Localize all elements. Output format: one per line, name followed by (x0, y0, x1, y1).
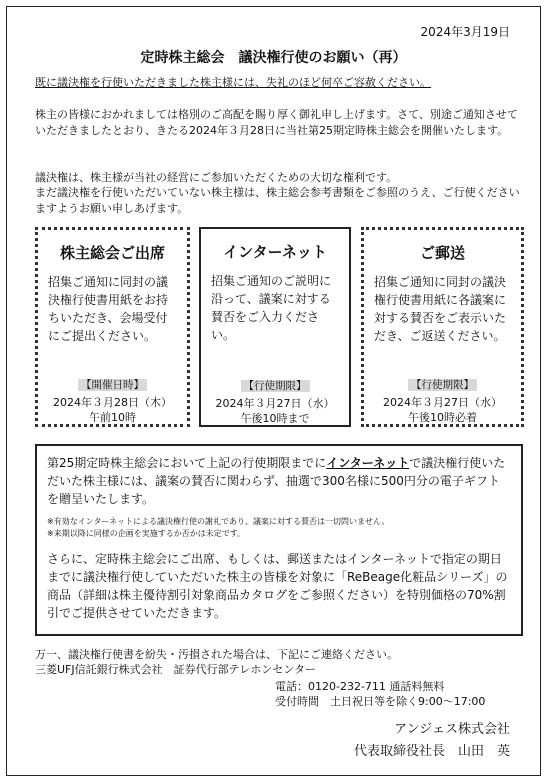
page-title: 定時株主総会 議決権行使のお願い（再） (140, 50, 407, 66)
apology-text: 既に議決権を行使いただきました株主様には、失礼のほど何卒ご容赦ください。 (35, 76, 431, 89)
issue-date: 2024年3月19日 (420, 25, 510, 39)
discount-text: さらに、定時株主総会にご出席、もしくは、郵送またはインターネットで指定の期日までに議決権行使していただいた株主の皆様を対象に「ReBeage化粧品シリーズ」の商品（詳細は株主優待割引対象商品カタログをご参照ください）を特別価格の70%割引でご提供させていただきます。 (47, 552, 508, 620)
gift-text: 第25期定時株主総会において上記の行使期限までにインターネットで議決権行使いただいた株主様には、議案の賛否に関わらず、抽選で300名様に500円分の電子ギフトを贈呈いたします。 (47, 456, 506, 506)
mail-box (361, 227, 524, 427)
mail-title: ご郵送 (419, 244, 465, 262)
phone-number: 電話：0120-232-711 通話料無料 (275, 680, 445, 693)
reception-hours: 受付時間 土日祝日等を除く9:00～17:00 (275, 695, 486, 708)
representative-name: 代表取締役社長 山田 英 (353, 744, 510, 759)
gift-note-2: ※来期以降に同様の企画を実施するか否かは未定です。 (47, 529, 246, 538)
mail-label: 【行使期限】 (364, 377, 521, 392)
footer-contact-intro (35, 647, 525, 677)
internet-emphasis: インターネット (326, 456, 410, 470)
internet-time: 午後10時まで (240, 412, 310, 425)
internet-title: インターネット (223, 243, 327, 261)
greeting-paragraph: 株主の皆様におかれましては格別のご高配を賜り厚く御礼申し上げます。さて、別途ご通知させていただきましたとおり、きたる2024年３月28日に当社第25期定時株主総会を開催いたします。 (35, 108, 518, 137)
attend-meeting-label: 【開催日時】 (38, 377, 187, 392)
attend-meeting-desc: 招集ご通知に同封の議決権行使書用紙をお持ちいただき、会場受付にご提出ください。 (48, 275, 169, 343)
mail-desc: 招集ご通知に同封の議決権行使書用紙に各議案に対する賛否をご表示いただき、ご返送ください。 (374, 275, 507, 343)
importance-text: 議決権は、株主様が当社の経営にご参加いただくための大切な権利です。 (35, 171, 398, 184)
attend-meeting-title: 株主総会ご出席 (59, 244, 165, 262)
gift-campaign-box (35, 444, 523, 636)
mail-time: 午後10時必着 (408, 411, 477, 424)
mail-date: 2024年３月27日（水） (383, 396, 502, 409)
lost-form-text: 万一、議決権行使書を紛失・汚損された場合は、下記にご連絡ください。 (35, 648, 398, 661)
attend-meeting-time: 午前10時 (89, 411, 136, 424)
attend-meeting-date: 2024年３月28日（木） (53, 396, 172, 409)
company-name: アンジェス株式会社 (394, 722, 510, 737)
transfer-agent: 三菱UFJ信託銀行株式会社 証券代行部テレホンセンター (35, 663, 316, 676)
internet-label: 【行使期限】 (201, 378, 349, 393)
gift-note-1: ※有効なインターネットによる議決権行使の謝礼であり、議案に対する賛否は一切問いません。 (47, 517, 390, 526)
internet-desc: 招集ご通知のご説明に沿って、議案に対する賛否をご入力ください。 (211, 274, 332, 342)
company-signature (354, 719, 510, 763)
gift-notes (47, 516, 511, 540)
internet-date: 2024年３月27日（水） (215, 397, 335, 410)
notice-page (6, 6, 541, 776)
internet-box (199, 227, 351, 427)
request-text: まだ議決権を行使いただいていない株主様は、株主総会参考書類をご参照のうえ、ご行使くださいますようお願い申しあげます。 (35, 186, 520, 215)
attend-meeting-box (35, 227, 190, 427)
contact-info (275, 679, 485, 709)
